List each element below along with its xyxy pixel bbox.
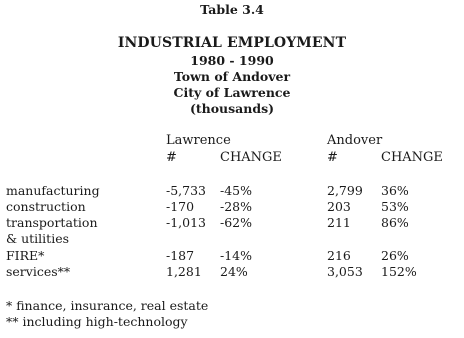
table-cell: 24% — [220, 264, 248, 279]
table-cell: -170 — [166, 199, 195, 214]
column-header-andover-count: # — [327, 150, 338, 165]
row-label: manufacturing — [6, 183, 100, 198]
table-cell: 2,799 — [327, 183, 363, 198]
table-cell: -28% — [220, 199, 253, 214]
table-cell: -62% — [220, 215, 253, 230]
column-header-andover-change: CHANGE — [381, 150, 443, 165]
group-header-andover: Andover — [327, 133, 383, 148]
row-label: & utilities — [6, 231, 70, 246]
column-header-lawrence-count: # — [166, 150, 177, 165]
table-number-label: Table 3.4 — [200, 2, 264, 17]
row-label: transportation — [6, 215, 98, 230]
subtitle-units: (thousands) — [189, 101, 275, 116]
table-cell: -187 — [166, 248, 195, 263]
row-label: construction — [6, 199, 86, 214]
row-label: FIRE* — [6, 248, 45, 263]
table-cell: -14% — [220, 248, 253, 263]
table-title: INDUSTRIAL EMPLOYMENT — [117, 35, 347, 51]
table-cell: 203 — [327, 199, 351, 214]
table-cell: -5,733 — [166, 183, 207, 198]
table-cell: -45% — [220, 183, 253, 198]
subtitle-town: Town of Andover — [173, 69, 291, 84]
footnote-fire: * finance, insurance, real estate — [6, 298, 209, 313]
group-header-lawrence: Lawrence — [166, 133, 231, 148]
table-cell: 216 — [327, 248, 351, 263]
column-header-lawrence-change: CHANGE — [220, 150, 282, 165]
row-label: services** — [6, 264, 71, 279]
subtitle-city: City of Lawrence — [173, 85, 291, 100]
table-cell: 86% — [381, 215, 409, 230]
table-cell: -1,013 — [166, 215, 207, 230]
footnote-services: ** including high-technology — [6, 314, 188, 329]
table-cell: 36% — [381, 183, 409, 198]
table-cell: 3,053 — [327, 264, 363, 279]
subtitle-years: 1980 - 1990 — [190, 53, 274, 68]
table-cell: 1,281 — [166, 264, 202, 279]
table-cell: 53% — [381, 199, 409, 214]
table-cell: 152% — [381, 264, 417, 279]
table-cell: 26% — [381, 248, 409, 263]
table-cell: 211 — [327, 215, 351, 230]
